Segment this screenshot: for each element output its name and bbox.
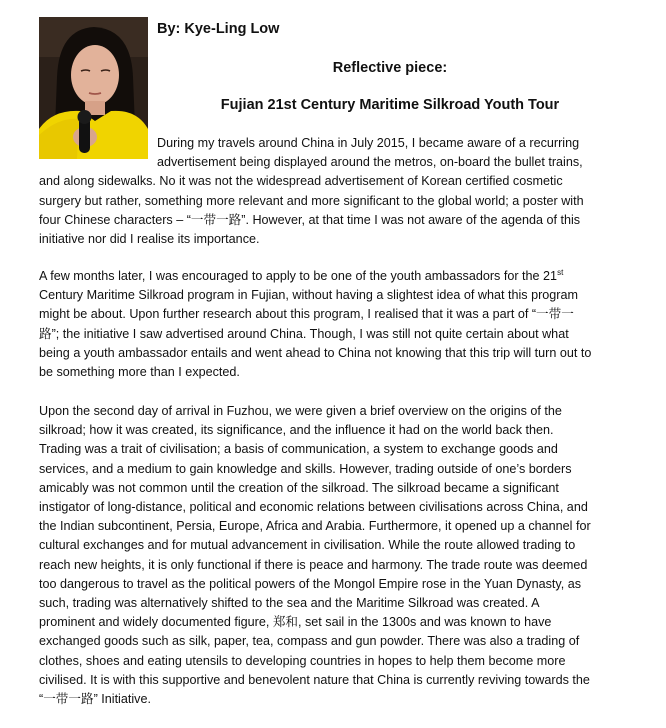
author-byline: By: Kye-Ling Low	[157, 21, 280, 37]
paragraph-3	[39, 402, 639, 709]
paragraph-line: too dangerous to travel as the political powers of the Mongol Empire rose in the Yuan Dynasty, as	[39, 576, 582, 591]
paragraph-1	[39, 134, 639, 249]
paragraph-2	[39, 267, 639, 382]
ordinal-suffix: st	[557, 267, 564, 277]
paragraph-line: Trading was a trait of civilisation; a basis of communication, a system to exchange goods and	[39, 442, 558, 457]
paragraph-line: amicably was not common until the creation of the silkroad. The silkroad became a significant	[39, 480, 559, 495]
paragraph-line	[39, 267, 639, 286]
paragraph-line: might be about. Upon further research about this program, I realised that it was a part of “一带一	[39, 307, 574, 322]
paragraph-line: 路”; the initiative I saw advertised around China. Though, I was still not quite certain about what	[39, 326, 569, 341]
paragraph-line: being a youth ambassador entails and went ahead to China not knowing that this trip will turn out to	[39, 345, 592, 360]
document-title: Reflective piece:	[332, 60, 448, 76]
paragraph-line: such, trading was alternatively shifted to the sea and the Maritime Silkroad was created. A	[39, 596, 540, 611]
paragraph-line: and along sidewalks. No it was not the widespread advertisement of Korean certified cosmetic	[39, 174, 563, 189]
paragraph-line: Upon the second day of arrival in Fuzhou, we were given a brief overview on the origins of the	[39, 404, 562, 418]
paragraph-line: reach new heights, it is only functional if there is peace and harmony. The trade route was deemed	[39, 557, 588, 572]
paragraph-line: silkroad; how it was created, its significance, and the influence it had on the world back then.	[39, 423, 554, 438]
paragraph-line: “一带一路” Initiative.	[39, 692, 151, 707]
paragraph-line: Century Maritime Silkroad program in Fujian, without having a slightest idea of what this program	[39, 288, 578, 303]
paragraph-line: exchanged goods such as silk, paper, tea, compass and gun powder. There was also a trading of	[39, 634, 580, 649]
document-subtitle: Fujian 21st Century Maritime Silkroad Youth Tour	[220, 97, 560, 113]
paragraph-line: During my travels around China in July 2015, I became aware of a recurring	[157, 136, 580, 150]
paragraph-line: services, and a medium to gain knowledge and skills. However, trading outside of one’s borders	[39, 461, 572, 476]
paragraph-line: surgery but rather, something more relevant and more significant to the global world; a poster with	[39, 193, 584, 208]
paragraph-line: prominent and widely documented figure, 郑和, set sail in the 1300s and was known to have	[39, 615, 552, 630]
paragraph-line-text: A few months later, I was encouraged to apply to be one of the youth ambassadors for the 21	[39, 269, 558, 283]
paragraph-line: civilised. It is with this supportive and benevolent nature that China is currently reviving towards the	[39, 672, 590, 687]
paragraph-line: the Indian subcontinent, Persia, Europe, Africa and Arabia. Furthermore, it opened up a channel for	[39, 519, 591, 534]
paragraph-line: instigator of long-distance, political and economic relations between civilisations across China, and	[39, 500, 588, 515]
paragraph-line: advertisement being displayed around the metros, on-board the bullet trains,	[157, 155, 583, 170]
paragraph-line: cultural exchanges and for mutual advancement in civilisation. While the route allowed trading to	[39, 538, 576, 553]
paragraph-line: clothes, shoes and eating utensils to developing countries in hopes to help them become more	[39, 653, 566, 668]
paragraph-line: four Chinese characters – “一带一路”. However, at that time I was not aware of the agenda of this	[39, 212, 581, 227]
paragraph-line: initiative nor did I realise its importance.	[39, 232, 260, 247]
paragraph-line: be something more than I expected.	[39, 365, 240, 380]
